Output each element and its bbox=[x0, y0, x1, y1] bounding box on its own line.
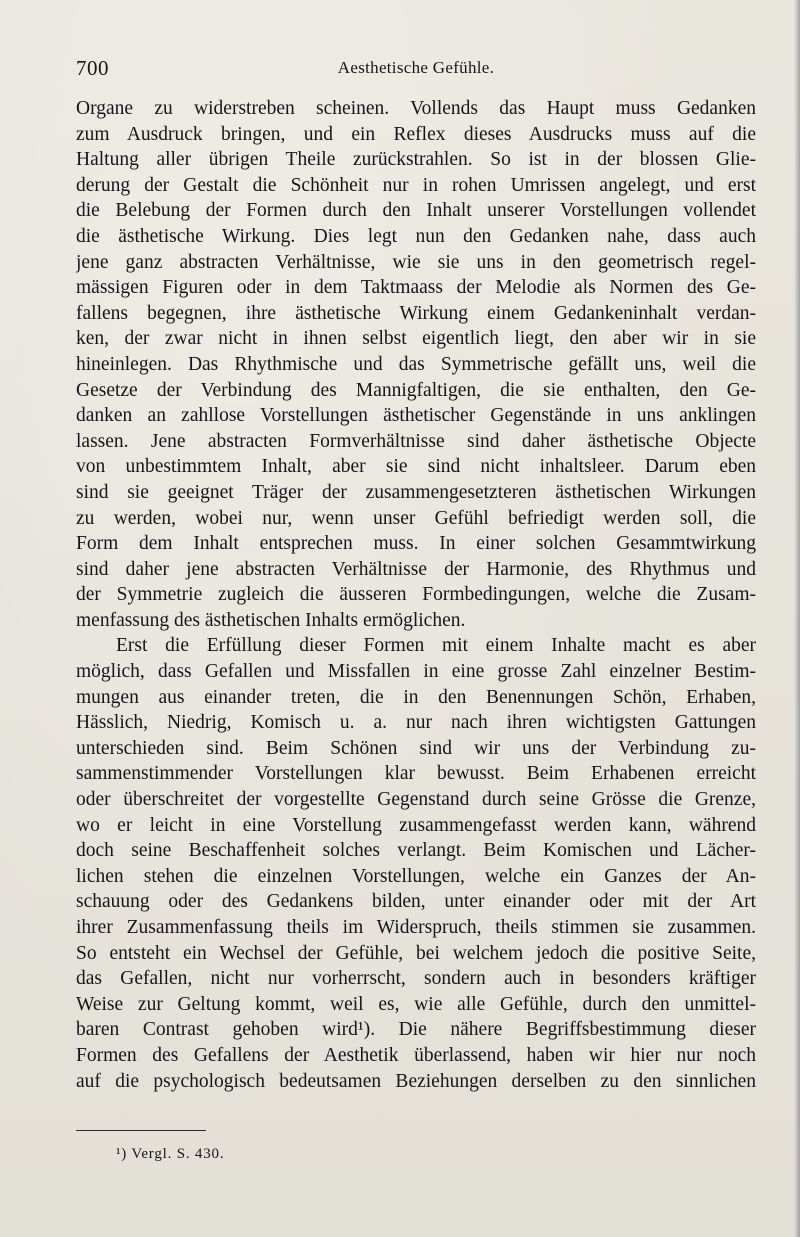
text-line: sind sie geeignet Träger der zusammengesetzteren ästhetischen Wirkungen bbox=[76, 481, 756, 503]
text-line: ihrer Zusammenfassung theils im Widerspruch, theils stimmen sie zusammen. bbox=[76, 917, 756, 938]
text-line: möglich, dass Gefallen und Missfallen in eine grosse Zahl einzelner Bestim- bbox=[76, 661, 756, 683]
text-line: von unbestimmtem Inhalt, aber sie sind nicht inhaltsleer. Darum eben bbox=[76, 456, 756, 478]
text-line: menfassung des ästhetischen Inhalts ermöglichen. bbox=[76, 609, 466, 631]
text-line: So entsteht ein Wechsel der Gefühle, bei welchem jedoch die positive Seite, bbox=[76, 942, 756, 964]
text-line: Haltung aller übrigen Theile zurückstrahlen. So ist in der blossen Glie- bbox=[76, 149, 756, 171]
text-line: zu werden, wobei nur, wenn unser Gefühl befriedigt werden soll, die bbox=[76, 507, 756, 529]
text-line: hineinlegen. Das Rhythmische und das Symmetrische gefällt uns, weil die bbox=[76, 353, 756, 375]
running-title: Aesthetische Gefühle. bbox=[337, 58, 495, 77]
text-line: sammenstimmender Vorstellungen klar bewusst. Beim Erhabenen erreicht bbox=[76, 763, 756, 785]
text-line: lichen stehen die einzelnen Vorstellungen, welche ein Ganzes der An- bbox=[76, 865, 756, 887]
text-line: Form dem Inhalt entsprechen muss. In einer solchen Gesammtwirkung bbox=[76, 533, 756, 555]
text-line: derung der Gestalt die Schönheit nur in rohen Umrissen angelegt, und erst bbox=[76, 174, 756, 196]
text-line: doch seine Beschaffenheit solches verlangt. Beim Komischen und Lächer- bbox=[76, 840, 756, 862]
text-line: mungen aus einander treten, die in den Benennungen Schön, Erhaben, bbox=[76, 686, 756, 708]
text-line: auf die psychologisch bedeutsamen Beziehungen derselben zu den sinnlichen bbox=[76, 1070, 756, 1092]
text-line: Erst die Erfüllung dieser Formen mit einem Inhalte macht es aber bbox=[116, 635, 756, 657]
text-line: ken, der zwar nicht in ihnen selbst eigentlich liegt, den aber wir in sie bbox=[76, 328, 756, 350]
text-line: Hässlich, Niedrig, Komisch u. a. nur nach ihren wichtigsten Gattungen bbox=[76, 712, 756, 734]
text-line: sind daher jene abstracten Verhältnisse der Harmonie, des Rhythmus und bbox=[76, 558, 756, 580]
text-line: lassen. Jene abstracten Formverhältnisse sind daher ästhetische Objecte bbox=[76, 430, 756, 452]
text-line: baren Contrast gehoben wird¹). Die nähere Begriffsbestimmung dieser bbox=[76, 1019, 756, 1041]
text-line: oder überschreitet der vorgestellte Gegenstand durch seine Grösse die Grenze, bbox=[76, 789, 756, 811]
text-line: die ästhetische Wirkung. Dies legt nun den Gedanken nahe, dass auch bbox=[76, 225, 756, 247]
footnote-divider bbox=[76, 1130, 206, 1131]
text-line: schauung oder des Gedankens bilden, unter einander oder mit der Art bbox=[76, 891, 756, 913]
text-line: mässigen Figuren oder in dem Taktmaass der Melodie als Normen des Ge- bbox=[76, 277, 756, 299]
text-line: der Symmetrie zugleich die äusseren Formbedingungen, welche die Zusam- bbox=[76, 584, 756, 606]
page-header bbox=[76, 56, 756, 84]
text-line: zum Ausdruck bringen, und ein Reflex dieses Ausdrucks muss auf die bbox=[76, 123, 756, 145]
text-line: unterschieden sind. Beim Schönen sind wir uns der Verbindung zu- bbox=[76, 737, 756, 759]
page-number: 700 bbox=[76, 56, 109, 80]
text-line: danken an zahllose Vorstellungen ästhetischer Gegenstände in uns anklingen bbox=[76, 405, 756, 427]
text-line: die Belebung der Formen durch den Inhalt unserer Vorstellungen vollendet bbox=[76, 200, 756, 222]
text-line: fallens begegnen, ihre ästhetische Wirkung einem Gedankeninhalt verdan- bbox=[76, 302, 756, 324]
text-line: Formen des Gefallens der Aesthetik überlassend, haben wir hier nur noch bbox=[76, 1044, 756, 1066]
body-text bbox=[76, 96, 756, 1094]
text-line: wo er leicht in eine Vorstellung zusammengefasst werden kann, während bbox=[76, 814, 756, 836]
text-line: Weise zur Geltung kommt, weil es, wie alle Gefühle, durch den unmittel- bbox=[76, 993, 756, 1015]
text-line: das Gefallen, nicht nur vorherrscht, sondern auch in besonders kräftiger bbox=[76, 968, 756, 990]
page-edge-shadow bbox=[794, 0, 800, 1237]
text-line: Gesetze der Verbindung des Mannigfaltigen, die sie enthalten, den Ge- bbox=[76, 379, 756, 401]
text-line: Organe zu widerstreben scheinen. Vollends das Haupt muss Gedanken bbox=[76, 98, 756, 119]
text-line: jene ganz abstracten Verhältnisse, wie sie uns in den geometrisch regel- bbox=[76, 251, 756, 273]
footnote: ¹) Vergl. S. 430. bbox=[116, 1146, 225, 1162]
